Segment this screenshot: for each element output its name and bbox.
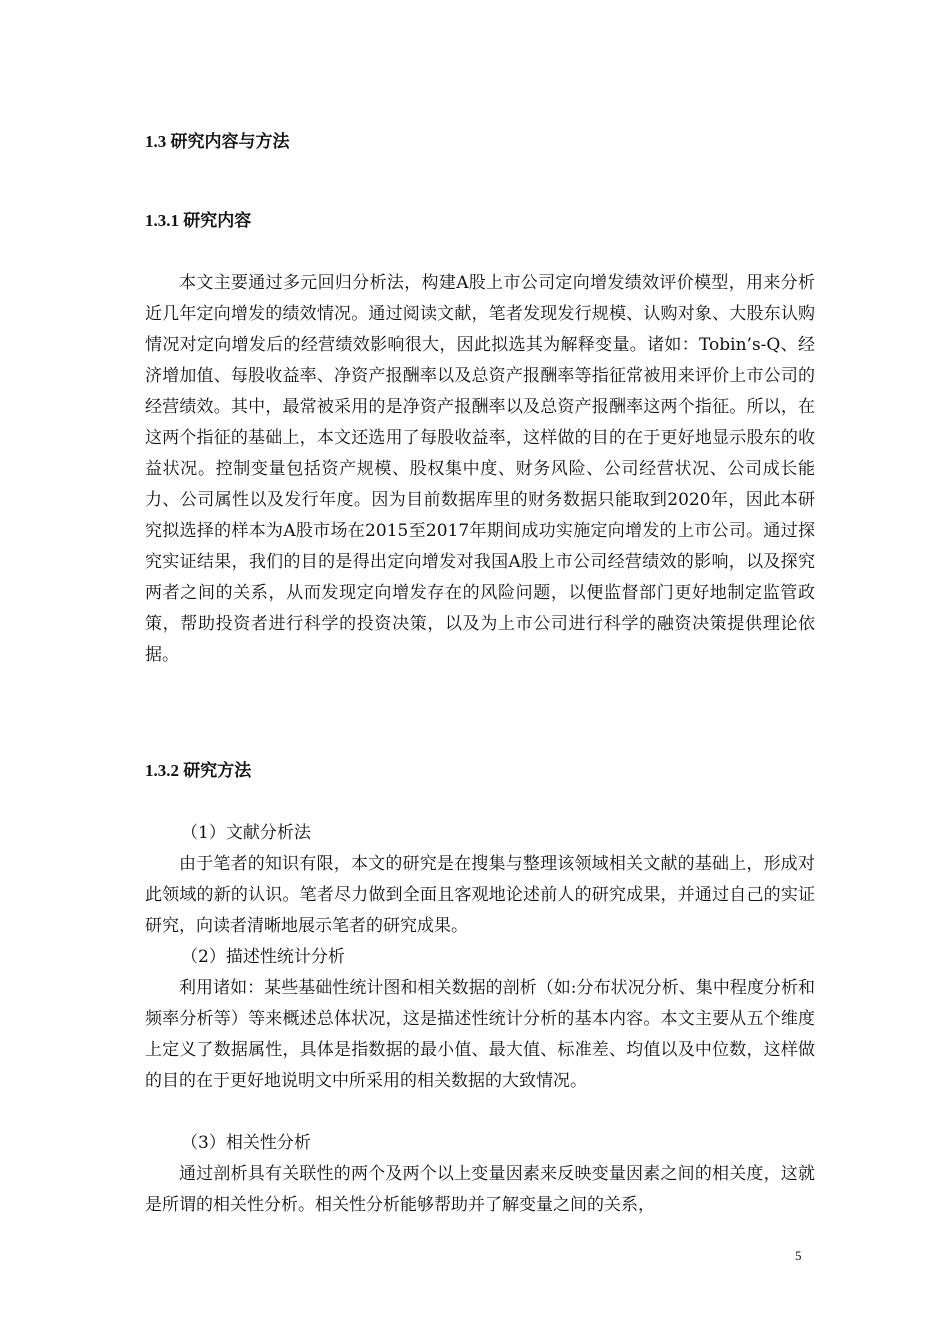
page-number: 5 xyxy=(795,1248,802,1263)
method-1-paragraph: 由于笔者的知识有限，本文的研究是在搜集与整理该领域相关文献的基础上，形成对此领域的新的认识。笔者尽力做到全面且客观地论述前人的研究成果，并通过自己的实证研究，向读者清晰地展示笔者的研究成果。 xyxy=(145,854,815,936)
method-1-label: （1）文献分析法 xyxy=(181,823,311,843)
method-3-paragraph: 通过剖析具有关联性的两个及两个以上变量因素来反映变量因素之间的相关度，这就是所谓的相关性分析。相关性分析能够帮助并了解变量之间的关系， xyxy=(145,1164,815,1215)
method-2-paragraph: 利用诸如：某些基础性统计图和相关数据的剖析（如:分布状况分析、集中程度分析和频率分析等）等来概述总体状况，这是描述性统计分析的基本内容。本文主要从五个维度上定义了数据属性，具体是指数据的最小值、最大值、标准差、均值以及中位数，这样做的目的在于更好地说明文中所采用的相关数据的大致情况。 xyxy=(145,978,815,1091)
subsection-heading-1-3-2: 1.3.2 研究方法 xyxy=(145,761,252,780)
section-heading-1-3: 1.3 研究内容与方法 xyxy=(145,132,290,151)
research-content-paragraph: 本文主要通过多元回归分析法，构建A股上市公司定向增发绩效评价模型，用来分析近几年定向增发的绩效情况。通过阅读文献，笔者发现发行规模、认购对象、大股东认购情况对定向增发后的经营绩效影响很大，因此拟选其为解释变量。诸如：Tobin’s-Q、经济增加值、每股收益率、净资产报酬率以及总资产报酬率等指征常被用来评价上市公司的经营绩效。其中，最常被采用的是净资产报酬率以及总资产报酬率这两个指征。所以，在这两个指征的基础上，本文还选用了每股收益率，这样做的目的在于更好地显示股东的收益状况。控制变量包括资产规模、股权集中度、财务风险、公司经营状况、公司成长能力、公司属性以及发行年度。因为目前数据库里的财务数据只能取到2020年，因此本研究拟选择的样本为A股市场在2015至2017年期间成功实施定向增发的上市公司。通过探究实证结果，我们的目的是得出定向增发对我国A股上市公司经营绩效的影响，以及探究两者之间的关系，从而发现定向增发存在的风险问题，以便监督部门更好地制定监管政策，帮助投资者进行科学的投资决策，以及为上市公司进行科学的融资决策提供理论依据。 xyxy=(145,273,815,665)
subsection-heading-1-3-1: 1.3.1 研究内容 xyxy=(145,211,252,230)
method-2-label: （2）描述性统计分析 xyxy=(181,947,345,967)
method-3-label: （3）相关性分析 xyxy=(181,1133,311,1153)
